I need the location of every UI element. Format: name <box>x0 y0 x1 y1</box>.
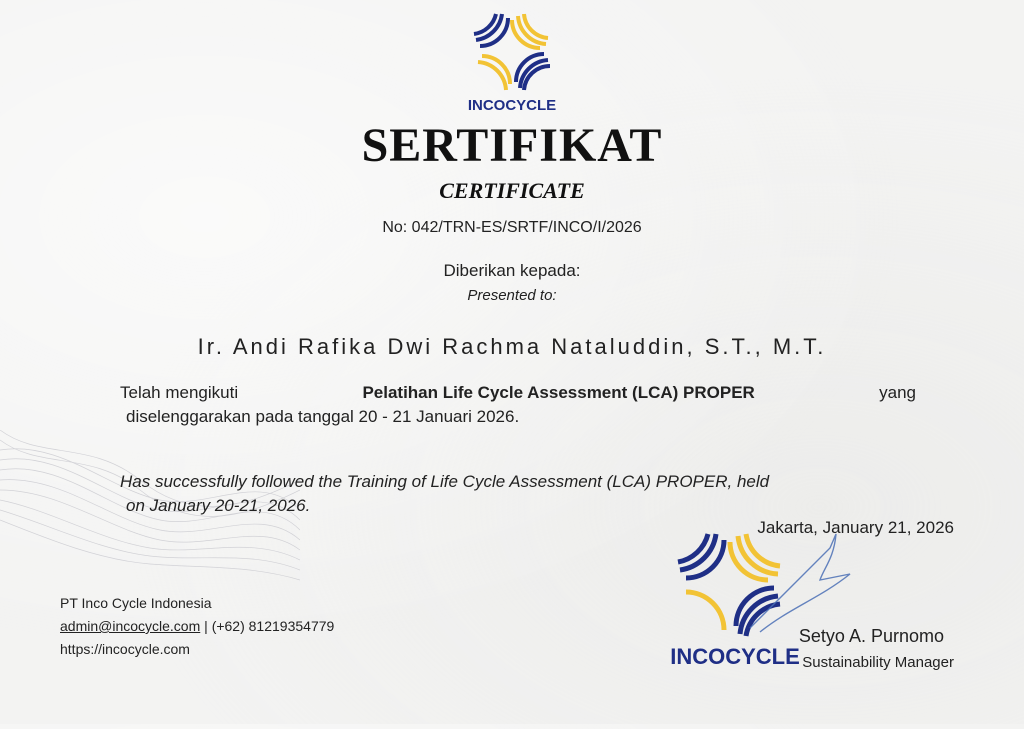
body-paragraph-en <box>120 470 920 518</box>
svg-text:INCOCYCLE: INCOCYCLE <box>467 97 557 114</box>
signer-name: Setyo A. Purnomo <box>798 626 944 646</box>
given-to-label-en: Presented to: <box>467 287 557 304</box>
company-website[interactable]: https://incocycle.com <box>60 641 190 657</box>
company-logo <box>452 10 572 115</box>
certificate-number: No: 042/TRN-ES/SRTF/INCO/I/2026 <box>382 219 642 236</box>
body-en-line1: Has successfully followed the Training of Life Cycle Assessment (LCA) PROPER, held <box>120 472 770 491</box>
body-id-suffix: yang <box>879 383 916 402</box>
body-paragraph-id <box>120 381 916 429</box>
place-date: Jakarta, January 21, 2026 <box>757 518 954 537</box>
recipient-name: Ir. Andi Rafika Dwi Rachma Nataluddin, S.T., M.T. <box>197 334 827 359</box>
svg-text:INCOCYCLE: INCOCYCLE <box>670 644 800 669</box>
company-email-link[interactable]: admin@incocycle.com <box>60 618 201 634</box>
body-id-prefix: Telah mengikuti <box>120 383 239 402</box>
body-id-line2: diselenggarakan pada tanggal 20 - 21 Januari 2026. <box>126 407 520 426</box>
certificate-title: SERTIFIKAT <box>361 119 663 172</box>
body-en-line2: on January 20-21, 2026. <box>126 496 311 515</box>
company-phone: (+62) 81219354779 <box>211 618 335 634</box>
company-info <box>60 592 334 661</box>
signer-role: Sustainability Manager <box>802 654 954 671</box>
incocycle-logo-icon <box>452 10 572 115</box>
company-name: PT Inco Cycle Indonesia <box>60 595 212 611</box>
contact-separator: | <box>204 618 208 634</box>
signature <box>740 528 860 638</box>
given-to-label-id: Diberikan kepada: <box>443 261 581 280</box>
company-contact <box>60 615 334 638</box>
training-name: Pelatihan Life Cycle Assessment (LCA) PROPER <box>362 383 755 402</box>
certificate-subtitle: CERTIFICATE <box>439 178 585 203</box>
